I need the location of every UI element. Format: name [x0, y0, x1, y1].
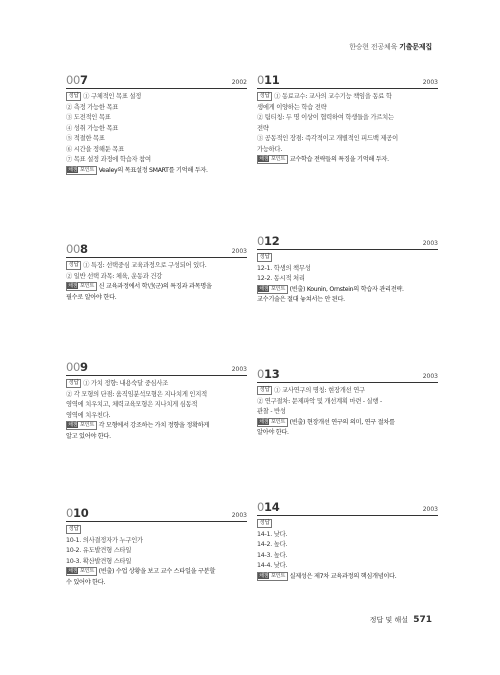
answer-line: ① 동료교수: 교사의 교수기능 책임을 동료 학 — [274, 93, 392, 100]
card-header — [66, 360, 247, 376]
page-number: 571 — [413, 615, 432, 625]
question-number: 011 — [257, 73, 280, 87]
scoring-point-tag: 채점 포인트 — [66, 282, 97, 291]
answer-tag: 정답 — [66, 379, 81, 388]
card-header — [66, 506, 247, 522]
question-number: 008 — [66, 242, 88, 256]
scoring-point-text: 실제성은 제7차 교육과정의 핵심개념이다. — [289, 572, 397, 580]
running-header — [349, 42, 432, 52]
card-header — [257, 367, 438, 383]
answer-line: 관찰 - 반성 — [257, 408, 286, 415]
scoring-point-tag: 채점 포인트 — [257, 572, 288, 581]
scoring-point-tag: 채점 포인트 — [66, 166, 97, 175]
card-header — [257, 500, 438, 516]
scoring-point-text: 수 있어야 한다. — [66, 578, 106, 586]
scoring-point-text: 필수로 알아야 한다. — [66, 293, 117, 301]
answer-line: ⑤ 적절한 목표 — [66, 135, 105, 142]
answer-tag: 정답 — [66, 92, 81, 101]
answer-line: 영역에 치우치고, 체력교육모형은 지나치게 심동적 — [66, 401, 198, 408]
answer-line: 14-3. 높다. — [257, 551, 288, 559]
answer-tag: 정답 — [257, 519, 272, 528]
answer-line: ② 각 모형의 단점: 움직임분석모형은 지나치게 인지적 — [66, 390, 207, 398]
answer-line: 영역에 치우친다. — [66, 411, 111, 419]
answer-line: ① 교사연구의 명칭: 현장개선 연구 — [274, 387, 365, 394]
answer-line: 10-2. 유도발견형 스타일 — [66, 547, 132, 554]
answer-tag: 정답 — [66, 525, 81, 534]
answer-tag: 정답 — [257, 253, 272, 262]
exam-year: 2003 — [422, 506, 438, 513]
book-name: 한승현 전공체육 — [349, 43, 398, 51]
answer-line: ④ 성취 가능한 목표 — [66, 124, 119, 132]
scoring-point-text: (빈출) 현장개선 연구의 의미, 연구 절차를 — [289, 418, 395, 426]
exam-year: 2003 — [422, 79, 438, 86]
question-number: 010 — [66, 506, 89, 520]
answer-card-011 — [257, 73, 438, 166]
scoring-point-text: 신 교육과정에서 학년(군)의 특징과 과목명을 — [98, 283, 212, 290]
exam-year: 2003 — [422, 373, 438, 380]
scoring-point-text: 교수학습 전략들의 특징을 기억해 두자. — [289, 156, 389, 163]
card-header — [66, 73, 247, 89]
question-number: 007 — [66, 73, 88, 87]
scoring-point-text: 각 모형에서 강조하는 가치 정향을 정확하게 — [98, 422, 210, 429]
answer-line: 전략 — [257, 124, 269, 132]
answer-line: ② 측정 가능한 목표 — [66, 103, 119, 111]
answer-line: ② 팀티칭: 두 명 이상이 협력하여 학생들을 가르치는 — [257, 114, 394, 121]
card-header — [66, 242, 247, 258]
answer-line: ③ 공동적인 장점: 즉각적이고 개별적인 피드백 제공이 — [257, 135, 398, 142]
card-header — [257, 234, 438, 250]
answer-line: ⑦ 목표 설정 과정에 학습자 참여 — [66, 156, 151, 163]
answer-tag: 정답 — [66, 261, 81, 270]
exam-year: 2003 — [422, 240, 438, 247]
answer-line: ③ 도전적인 목표 — [66, 114, 111, 121]
question-number: 009 — [66, 360, 88, 374]
scoring-point-text: Vealey의 목표설정 SMART를 기억해 두자. — [98, 166, 208, 174]
answer-line: 12-1. 학생의 책무성 — [257, 264, 311, 272]
answer-line: 14-1. 낮다. — [257, 530, 288, 538]
scoring-point-text: (빈출) Kounin, Ornstein의 학습자 관리전략. — [289, 285, 404, 293]
scoring-point-tag: 채점 포인트 — [257, 155, 288, 164]
exam-year: 2002 — [231, 79, 247, 86]
answer-line: ① 가치 정향: 내용숙달 중심사조 — [83, 380, 169, 387]
scoring-point-tag: 채점 포인트 — [257, 285, 288, 294]
scoring-point-tag: 채점 포인트 — [66, 567, 97, 576]
scoring-point-text: 알고 있어야 한다. — [66, 432, 111, 440]
exam-year: 2003 — [231, 248, 247, 255]
answer-line: 12-2. 동시적 처리 — [257, 275, 305, 282]
answer-line: ② 일반 선택 과목: 체육, 운동과 건강 — [66, 272, 163, 280]
scoring-point-text: 교수기술은 절대 놓쳐서는 안 된다. — [257, 296, 345, 303]
answer-line: 14-4. 낮다. — [257, 562, 288, 569]
answer-tag: 정답 — [257, 92, 272, 101]
answer-line: ① 구체적인 목표 설정 — [83, 93, 142, 100]
footer-label: 정답 및 해설 — [369, 616, 408, 624]
answer-line: 10-3. 확산발견형 스타일 — [66, 557, 132, 565]
question-number: 012 — [257, 234, 280, 248]
answer-line: 14-2. 높다. — [257, 541, 288, 548]
exam-year: 2003 — [231, 366, 247, 373]
section-name: 기출문제집 — [399, 43, 432, 51]
answer-card-010 — [66, 506, 247, 588]
answer-card-012 — [257, 234, 438, 306]
answer-line: ⑥ 시간을 정해둔 목표 — [66, 145, 124, 153]
scoring-point-text: 알아야 한다. — [257, 429, 289, 436]
answer-line: ② 연구절차: 문제파악 및 개선계획 마련 - 실행 - — [257, 397, 382, 405]
answer-card-013 — [257, 367, 438, 439]
answer-line: 10-1. 의사결정자가 누구인가 — [66, 536, 143, 544]
answer-line: ① 특징: 선택중심 교육과정으로 구성되어 있다. — [83, 262, 207, 269]
answer-tag: 정답 — [257, 386, 272, 395]
scoring-point-tag: 채점 포인트 — [257, 418, 288, 427]
question-number: 013 — [257, 367, 280, 381]
exam-year: 2003 — [231, 512, 247, 519]
scoring-point-text: (빈출) 수업 상황을 보고 교수 스타일을 구분할 — [98, 568, 215, 575]
answer-line: 생에게 이양하는 학습 전략 — [257, 103, 327, 111]
answer-line: 가능하다. — [257, 145, 283, 153]
answer-card-014 — [257, 500, 438, 582]
page-footer — [370, 615, 432, 625]
answer-card-008 — [66, 242, 247, 303]
answer-card-007 — [66, 73, 247, 176]
card-header — [257, 73, 438, 89]
question-number: 014 — [257, 500, 280, 514]
answer-card-009 — [66, 360, 247, 442]
scoring-point-tag: 채점 포인트 — [66, 421, 97, 430]
